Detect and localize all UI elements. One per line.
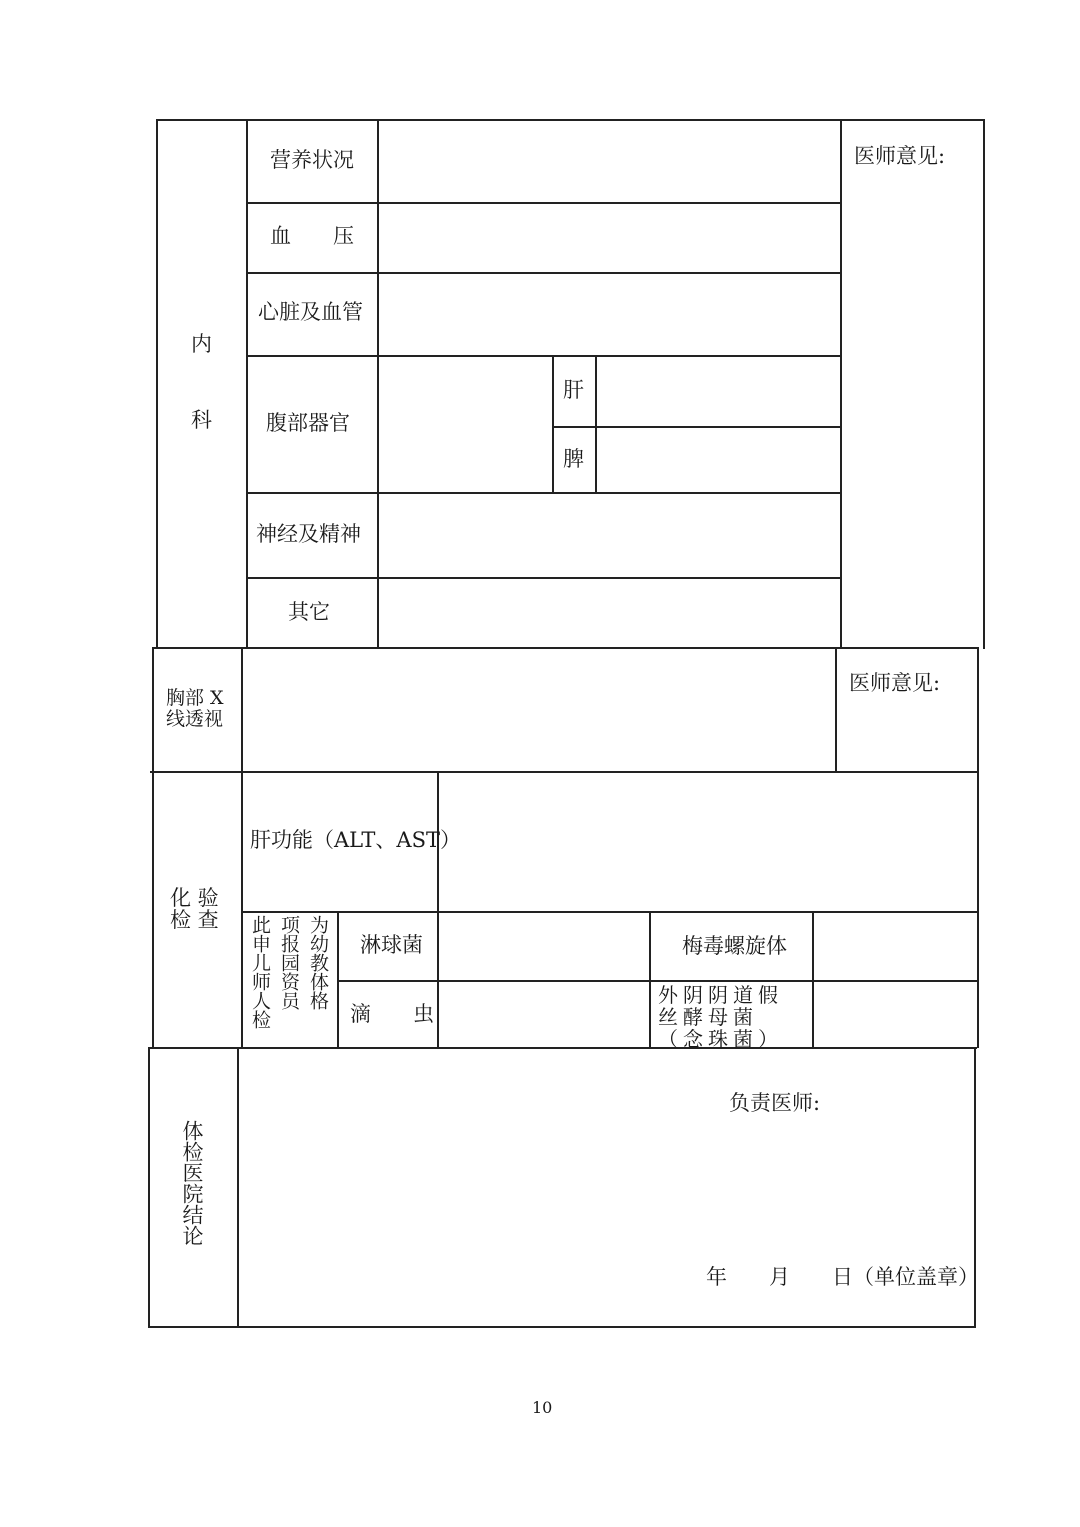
lab-liver-function: 肝功能（ALT、AST） [250, 828, 461, 852]
lab-note-col-2: 项报园资员 [278, 915, 300, 1010]
lab-label-line2: 检 查 [170, 908, 219, 932]
row-sep-4 [247, 492, 841, 494]
separator-lab-conclusion [148, 1047, 977, 1049]
lab-row-sep-2 [337, 980, 978, 982]
lab-syphilis-divider-a [649, 912, 651, 1048]
table-border-bottom [148, 1326, 976, 1328]
internal-label-char-2: 科 [191, 408, 212, 432]
table-border-right-upper [983, 119, 985, 649]
row-label-nerve: 神经及精神 [256, 522, 361, 546]
lab-note-col-1: 为幼教体格 [307, 915, 329, 1010]
xray-label-line1: 胸部 X [166, 687, 224, 709]
table-border-left-lower [148, 1047, 150, 1328]
lab-syphilis-divider-b [812, 912, 814, 1048]
row-sep-2 [247, 272, 841, 274]
row-label-liver: 肝 [563, 378, 584, 402]
abdomen-liver-spleen-sep [552, 426, 841, 428]
table-border-top [158, 119, 984, 121]
abdomen-divider-b [595, 356, 597, 493]
lab-gonococcus: 淋球菌 [360, 933, 423, 957]
row-sep-5 [247, 577, 841, 579]
row-label-blood-pressure: 血 压 [270, 224, 354, 248]
internal-label-char-1: 内 [191, 332, 212, 356]
xray-label-line2: 线透视 [166, 708, 224, 730]
lab-label-line1: 化 验 [170, 886, 219, 910]
abdomen-divider-a [552, 356, 554, 493]
internal-doctor-opinion: 医师意见: [854, 144, 946, 168]
separator-internal-xray [152, 647, 979, 649]
xray-doctor-opinion: 医师意见: [849, 671, 941, 695]
lab-trichomonas: 滴 虫 [350, 1002, 434, 1026]
row-sep-3 [247, 355, 841, 357]
opinion-column-divider-internal [840, 119, 842, 649]
row-sep-1 [247, 202, 841, 204]
label-column-divider-lower [237, 1047, 239, 1327]
table-border-left-upper [156, 119, 158, 649]
lab-note-divider [337, 912, 339, 1048]
lab-candida: 外阴阴道假丝酵母菌（念珠菌） [658, 983, 783, 1051]
row-label-heart: 心脏及血管 [258, 300, 363, 324]
row-label-other: 其它 [288, 600, 330, 624]
table-border-right-middle [977, 648, 979, 1048]
subitem-column-divider [377, 119, 379, 649]
lab-syphilis: 梅毒螺旋体 [682, 934, 787, 958]
lab-column-divider [437, 772, 439, 1048]
conclusion-label: 体检医院结论 [180, 1120, 204, 1246]
page-number: 10 [532, 1398, 553, 1417]
lab-row-sep-1 [242, 911, 978, 913]
row-label-spleen: 脾 [563, 447, 584, 471]
date-stamp: 年 月 日（单位盖章） [706, 1265, 979, 1289]
opinion-column-divider-xray [835, 648, 837, 772]
row-label-nutrition: 营养状况 [270, 148, 354, 172]
table-border-left-middle [152, 648, 154, 1048]
separator-xray-lab [150, 771, 978, 773]
lab-note-col-3: 此申儿师人检 [249, 915, 271, 1029]
responsible-doctor: 负责医师: [729, 1091, 821, 1115]
row-label-abdomen: 腹部器官 [266, 411, 350, 435]
label-column-divider-upper [246, 119, 248, 649]
label-column-divider-middle [241, 648, 243, 1048]
